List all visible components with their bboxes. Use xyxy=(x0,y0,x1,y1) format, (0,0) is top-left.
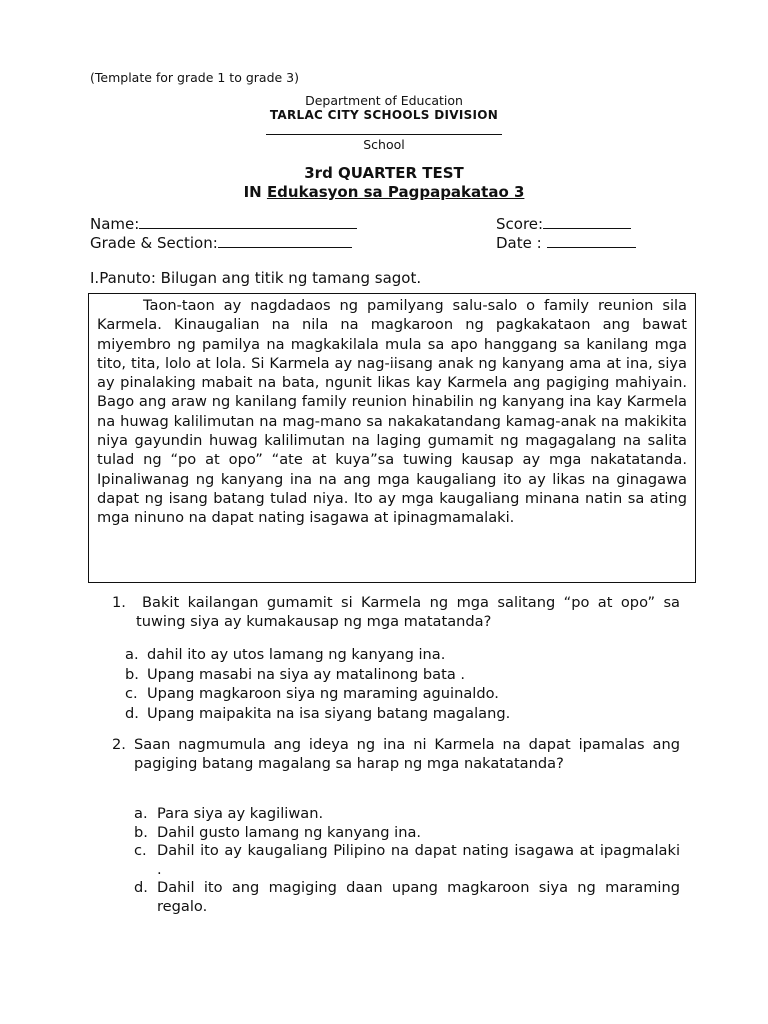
test-subject: Edukasyon sa Pagpapakatao 3 xyxy=(266,183,525,201)
passage-text: Taon-taon ay nagdadaos ng pamilyang salu-salo o family reunion sila Karmela. Kinaugalian na nila na magkaroon ng pagkakataon ang bawat miyembro ng pamilya na magkakilala mula sa apo hanggang sa kanilang mga tito, tita, lolo at lola. Si Karmela ay nag-iisang anak ng kanyang ama at ina, siya ay pinalaking mabait na bata, ngunit likas kay Karmela ang pagiging mahiyain. Bago ang araw ng kanilang family reunion hinabilin ng kanyang ina kay Karmela na huwag kalilimutan na mag-mano sa nakakatandang kamag-anak na makikita niya gayundin huwag kalilimutan na laging gumamit ng magagalang na salita tulad ng “po at opo” “ate at kuya”sa tuwing kausap ay mga nakatatanda. Ipinaliwanag ng kanyang ina na ang mga kaugaliang ito ay likas na ginagawa dapat ng isang batang tulad niya. Ito ay mga kaugaliang minana natin sa ating mga ninuno na dapat nating isagawa at ipinagmamalaki. xyxy=(97,297,687,527)
choice-2c[interactable] xyxy=(134,842,680,879)
choice-1d[interactable] xyxy=(125,704,510,724)
choice-letter: a. xyxy=(125,646,139,663)
score-blank[interactable] xyxy=(543,214,631,229)
choice-text: Upang magkaroon siya ng maraming aguinaldo. xyxy=(147,685,499,702)
choice-letter: b. xyxy=(125,665,139,683)
choice-letter: d. xyxy=(134,879,148,896)
choice-text: Upang masabi na siya ay matalinong bata . xyxy=(147,665,466,683)
choice-1a[interactable] xyxy=(125,645,510,665)
question-1 xyxy=(112,593,680,633)
choice-text: Dahil ito ang magiging daan upang magkaroon siya ng maraming regalo. xyxy=(157,879,680,915)
choice-2b[interactable] xyxy=(134,824,680,843)
choice-1c[interactable] xyxy=(125,684,510,704)
question-1-number: 1. xyxy=(112,594,126,611)
question-2-number: 2. xyxy=(112,736,126,753)
test-title: 3rd QUARTER TEST xyxy=(304,164,464,182)
choice-letter: b. xyxy=(134,823,148,841)
test-subject-line xyxy=(0,183,768,201)
grade-section-field[interactable] xyxy=(90,233,352,252)
name-label: Name: xyxy=(90,215,140,233)
score-field[interactable] xyxy=(496,214,631,233)
choice-letter: d. xyxy=(125,704,139,722)
choice-letter: a. xyxy=(134,805,148,822)
template-note: (Template for grade 1 to grade 3) xyxy=(90,70,299,85)
question-1-choices xyxy=(125,645,510,723)
question-2-text: Saan nagmumula ang ideya ng ina ni Karmela na dapat ipamalas ang pagiging batang magalang sa harap ng mga nakatatanda? xyxy=(134,736,680,772)
passage-box xyxy=(88,293,696,583)
test-subject-prefix: IN xyxy=(243,183,267,201)
division-name: TARLAC CITY SCHOOLS DIVISION xyxy=(269,108,499,122)
instructions: I.Panuto: Bilugan ang titik ng tamang sagot. xyxy=(90,269,422,287)
question-2-choices xyxy=(134,805,680,916)
department-name: Department of Education xyxy=(305,93,463,108)
question-1-text: Bakit kailangan gumamit si Karmela ng mga salitang “po at opo” sa tuwing siya ay kumakausap ng mga matatanda? xyxy=(136,594,680,630)
choice-text: Upang maipakita na isa siyang batang magalang. xyxy=(147,704,511,722)
question-2 xyxy=(112,735,680,795)
score-label: Score: xyxy=(496,215,544,233)
name-field[interactable] xyxy=(90,214,357,233)
date-field[interactable] xyxy=(496,233,636,252)
date-label: Date : xyxy=(496,234,542,252)
school-label: School xyxy=(363,137,405,152)
name-blank[interactable] xyxy=(139,214,357,229)
grade-section-label: Grade & Section: xyxy=(90,234,218,252)
choice-text: Dahil ito ay kaugaliang Pilipino na dapat nating isagawa at ipagmalaki . xyxy=(157,842,680,878)
choice-text: Dahil gusto lamang ng kanyang ina. xyxy=(157,823,422,841)
choice-1b[interactable] xyxy=(125,665,510,685)
choice-letter: c. xyxy=(125,685,138,702)
grade-section-blank[interactable] xyxy=(218,233,352,248)
choice-letter: c. xyxy=(134,842,147,859)
choice-text: Para siya ay kagiliwan. xyxy=(157,805,324,822)
school-blank-line xyxy=(266,134,502,135)
choice-2d[interactable] xyxy=(134,879,680,916)
date-blank[interactable] xyxy=(547,233,636,248)
choice-text: dahil ito ay utos lamang ng kanyang ina. xyxy=(147,646,446,663)
choice-2a[interactable] xyxy=(134,805,680,824)
